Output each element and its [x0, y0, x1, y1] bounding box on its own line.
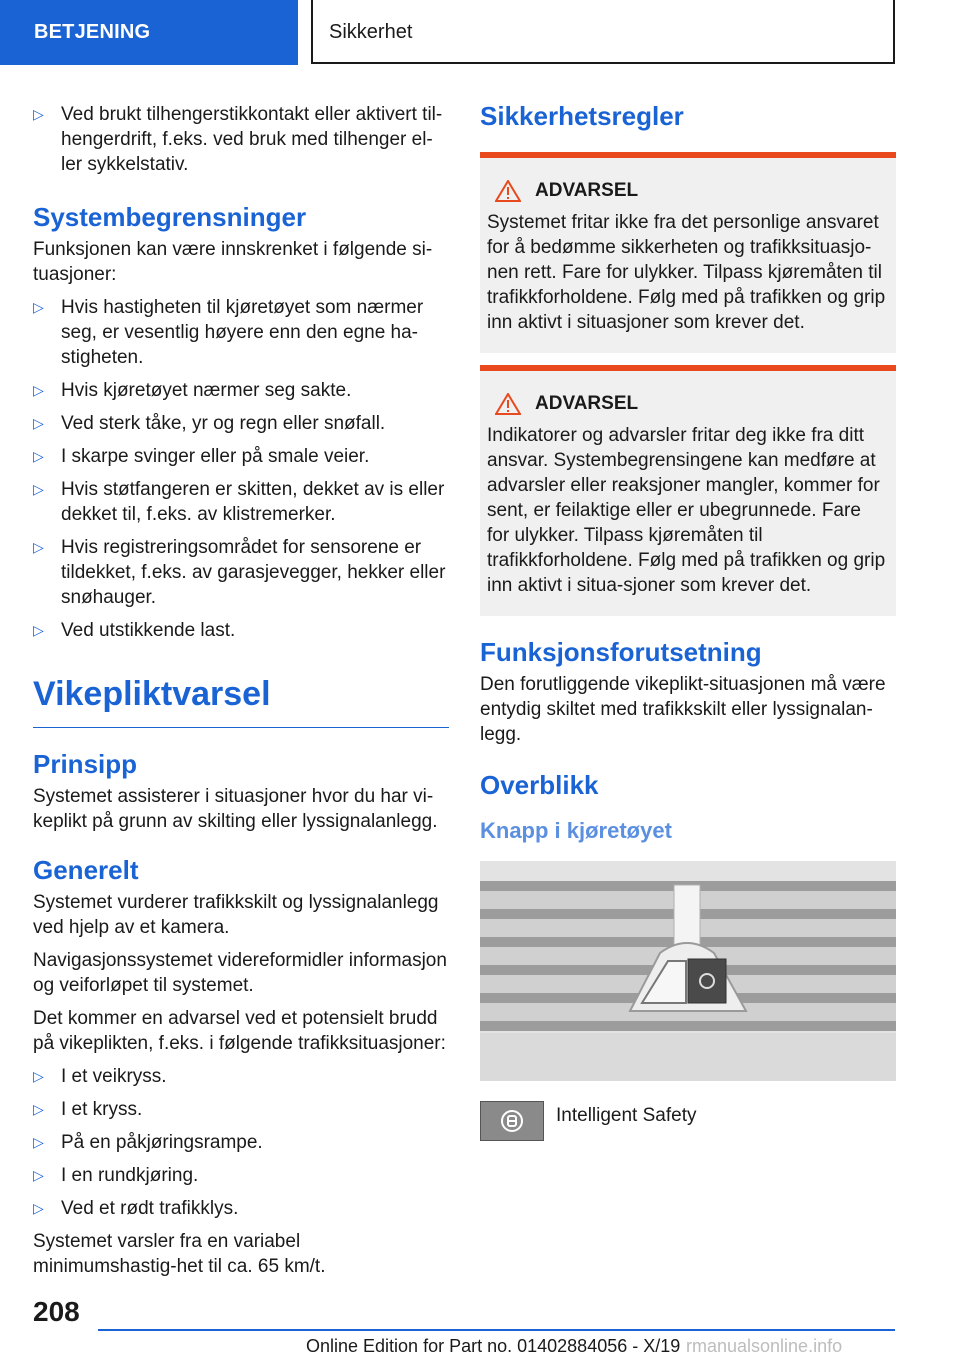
limits-heading: Systembegrensninger — [33, 202, 307, 232]
warning-text: Indikatorer og advarsler fritar deg ikke fra ditt ansvar. Systembegrensingene kan medføre at advarsler eller reaksjoner mangler, kommer for sent, er feilaktige eller er ubegrunnede. Fare for ulykker. Tilpass kjøremåten til trafikkforholdene. Følg med på trafikken og grip inn aktivt i situa-sjoner som krever det. — [487, 425, 886, 596]
edition-text: Online Edition for Part no. 01402884056 - X/19 — [306, 1336, 681, 1356]
warning-box-1 — [480, 152, 896, 353]
chapter-title: Vikepliktvarsel — [33, 675, 271, 713]
general-paragraph-4: Systemet varsler fra en variabel minimumshastig-het til ca. 65 km/t. — [33, 1231, 326, 1277]
list-item: ▷ I en rundkjøring. — [33, 1165, 199, 1186]
triangle-bullet-icon: ▷ — [33, 415, 44, 431]
triangle-bullet-icon: ▷ — [33, 622, 44, 638]
limits-intro: Funksjonen kan være innskrenket i følgende si-tuasjoner: — [33, 239, 433, 285]
list-item: ▷ Ved brukt tilhengerstikkontakt eller aktivert til-hengerdrift, f.eks. ved bruk med tilhenger el-ler sykkelstativ. — [33, 104, 443, 175]
list-item: ▷ Hvis støtfangeren er skitten, dekket av is eller dekket til, f.eks. av klistremerker. — [33, 479, 445, 525]
intelligent-safety-button-icon — [480, 1101, 544, 1141]
overview-heading: Overblikk — [480, 770, 599, 800]
warning-title: ADVARSEL — [487, 180, 888, 202]
triangle-bullet-icon: ▷ — [33, 1167, 44, 1183]
right-column — [480, 100, 896, 1141]
triangle-bullet-icon: ▷ — [33, 1101, 44, 1117]
list-item: ▷ I et kryss. — [33, 1099, 143, 1120]
safety-symbol-icon — [497, 1108, 527, 1134]
legend-label: Intelligent Safety — [556, 1105, 697, 1126]
warning-triangle-icon — [495, 393, 521, 415]
limits-bullet-list — [33, 295, 449, 643]
triangle-bullet-icon: ▷ — [33, 1200, 44, 1216]
general-paragraph-1: Systemet vurderer trafikkskilt og lyssignalanlegg ved hjelp av et kamera. — [33, 892, 439, 938]
footer-divider — [98, 1329, 895, 1331]
rules-heading: Sikkerhetsregler — [480, 101, 684, 131]
watermark: rmanualsonline.info — [686, 1336, 843, 1356]
list-item: ▷ Ved utstikkende last. — [33, 620, 236, 641]
triangle-bullet-icon: ▷ — [33, 448, 44, 464]
grille-illustration — [480, 861, 896, 1081]
principle-text: Systemet assisterer i situasjoner hvor du har vi-keplikt på grunn av skilting eller lyssignalanlegg. — [33, 786, 438, 832]
triangle-bullet-icon: ▷ — [33, 481, 44, 497]
intro-bullet-list — [33, 102, 449, 177]
page-number: 208 — [33, 1296, 80, 1327]
list-item: ▷ Hvis kjøretøyet nærmer seg sakte. — [33, 380, 352, 401]
button-heading: Knapp i kjøretøyet — [480, 818, 672, 843]
list-item: ▷ I skarpe svinger eller på smale veier. — [33, 446, 370, 467]
list-item: ▷ I et veikryss. — [33, 1066, 167, 1087]
prereq-text: Den forutliggende vikeplikt-situasjonen må være entydig skiltet med trafikkskilt eller lyssignalan-legg. — [480, 674, 886, 745]
list-item: ▷ Ved sterk tåke, yr og regn eller snøfall. — [33, 413, 386, 434]
list-item: ▷ På en påkjøringsrampe. — [33, 1132, 263, 1153]
list-item: ▷ Ved et rødt trafikklys. — [33, 1198, 239, 1219]
triangle-bullet-icon: ▷ — [33, 539, 44, 555]
triangle-bullet-icon: ▷ — [33, 299, 44, 315]
triangle-bullet-icon: ▷ — [33, 1134, 44, 1150]
triangle-bullet-icon: ▷ — [33, 382, 44, 398]
principle-heading: Prinsipp — [33, 749, 138, 779]
general-paragraph-2: Navigasjonssystemet videreformidler informasjon og veiforløpet til systemet. — [33, 950, 447, 996]
prereq-heading: Funksjonsforutsetning — [480, 637, 762, 667]
warning-text: Systemet fritar ikke fra det personlige ansvaret for å bedømme sikkerheten og trafikksituasjo-nen rett. Fare for ulykker. Tilpass kjøremåten til trafikkforholdene. Følg med på trafikken og grip inn aktivt i situasjoner som krever det. — [487, 212, 886, 333]
general-bullet-list — [33, 1064, 449, 1221]
warning-box-2 — [480, 365, 896, 616]
list-item: ▷ Hvis registreringsområdet for sensorene er tildekket, f.eks. av garasjevegger, hekker eller snøhauger. — [33, 537, 446, 608]
list-item: ▷ Hvis hastigheten til kjøretøyet som nærmer seg, er vesentlig høyere enn den egne ha-stigheten. — [33, 297, 424, 368]
grille-photo — [480, 861, 896, 1081]
warning-triangle-icon — [495, 180, 521, 202]
section-tab: BETJENING — [0, 0, 298, 65]
legend-row — [480, 1101, 896, 1141]
topic-title: Sikkerhet — [311, 0, 895, 64]
left-column — [33, 100, 449, 1279]
triangle-bullet-icon: ▷ — [33, 106, 44, 122]
general-paragraph-3: Det kommer en advarsel ved et potensielt brudd på vikeplikten, f.eks. i følgende trafikksituasjoner: — [33, 1008, 446, 1054]
general-heading: Generelt — [33, 855, 139, 885]
chapter-divider — [33, 727, 449, 728]
warning-title: ADVARSEL — [487, 393, 888, 415]
triangle-bullet-icon: ▷ — [33, 1068, 44, 1084]
